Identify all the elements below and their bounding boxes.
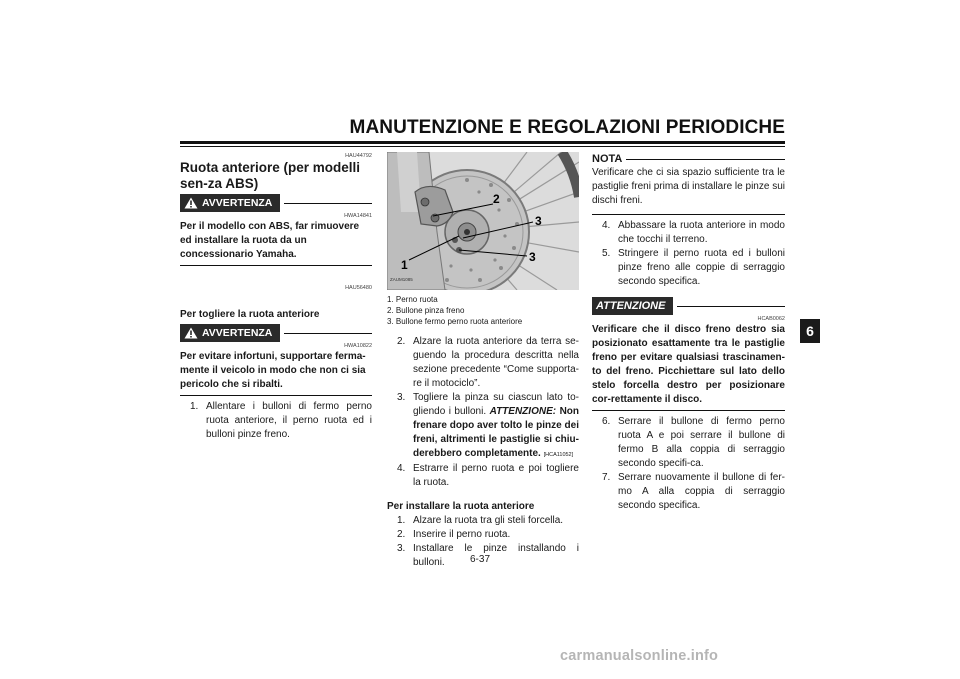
step-text: Serrare nuovamente il bullone di fer-mo A alla coppia di serraggio secondo specifica. xyxy=(618,472,785,511)
nota-label: NOTA xyxy=(592,153,623,165)
step-text: Inserire il perno ruota. xyxy=(413,529,511,540)
caption-line: 3. Bullone fermo perno ruota anteriore xyxy=(387,317,523,326)
step-text: Installare le pinze installando i bulloni. xyxy=(413,543,579,568)
photo-code: ZAUM1085 xyxy=(390,277,413,282)
attenzione-end-rule xyxy=(592,410,785,411)
wheel-photo xyxy=(387,152,579,290)
warning-triangle-icon xyxy=(184,197,198,209)
section-title: Ruota anteriore (per modelli sen-za ABS) xyxy=(180,160,361,191)
step-number: 7. xyxy=(602,472,611,483)
nota-end-rule xyxy=(592,214,785,215)
reference-code: [HCA11052] xyxy=(543,452,574,458)
header-rule-thin xyxy=(180,146,785,147)
page-number: 6-37 xyxy=(469,554,490,565)
photo-caption xyxy=(387,294,579,327)
nota-text: Verificare che ci sia spazio sufficiente tra le pastiglie freni prima di installare le pinze sui dischi freni. xyxy=(592,167,785,206)
attenzione-inline: ATTENZIONE: xyxy=(489,406,557,417)
warning-label xyxy=(180,194,280,212)
step-number: 3. xyxy=(397,392,406,403)
callout-3b: 3 xyxy=(529,250,536,264)
warning-label xyxy=(180,324,280,342)
warning-triangle-icon xyxy=(184,327,198,339)
step-number: 6. xyxy=(602,416,611,427)
list-item xyxy=(592,247,785,289)
step-text: Abbassare la ruota anteriore in modo che tocchi il terreno. xyxy=(618,220,785,245)
column-middle xyxy=(387,152,579,570)
caption-line: 1. Perno ruota xyxy=(387,295,438,304)
warning-end-rule xyxy=(180,395,372,396)
warning-label-text: AVVERTENZA xyxy=(202,197,273,209)
page-header-title: MANUTENZIONE E REGOLAZIONI PERIODICHE xyxy=(349,117,785,138)
list-item xyxy=(387,391,579,462)
step-number: 1. xyxy=(190,401,199,412)
step-text: Alzare la ruota tra gli steli forcella. xyxy=(413,515,564,526)
warning-end-rule xyxy=(180,265,372,266)
list-item xyxy=(592,219,785,247)
caption-line: 2. Bullone pinza freno xyxy=(387,306,465,315)
step-text: Serrare il bullone di fermo perno ruota A e poi serrare il bullone di fermo B alla coppia di serraggio secondo specifi-ca. xyxy=(618,416,785,469)
list-item xyxy=(180,400,372,442)
callout-3a: 3 xyxy=(535,214,542,228)
callout-1: 1 xyxy=(401,258,408,272)
reference-code: HWA10822 xyxy=(344,343,372,349)
warning-rule xyxy=(284,203,372,204)
list-item xyxy=(387,462,579,490)
chapter-tab[interactable]: 6 xyxy=(800,319,820,343)
attenzione-text: Verificare che il disco freno destro sia posizionato esattamente tra le pastiglie freno per evitare qualsiasi trascinamen-to del freno. Picchiettare sul lato dello stelo forcella destro per posizionare cor-rettamente il disco. xyxy=(592,324,785,405)
step-number: 2. xyxy=(397,529,406,540)
header-rule xyxy=(180,141,785,144)
reference-code: HCAB0062 xyxy=(757,316,785,322)
step-number: 3. xyxy=(397,543,406,554)
warning-header xyxy=(180,194,372,212)
step-text: Stringere il perno ruota ed i bulloni pinze freno alle coppie di serraggio secondo specifica. xyxy=(618,248,785,287)
step-number: 4. xyxy=(602,220,611,231)
warning-label-text: AVVERTENZA xyxy=(202,327,273,339)
attenzione-header xyxy=(592,297,785,315)
list-item xyxy=(592,415,785,471)
list-item xyxy=(592,471,785,513)
nota-rule xyxy=(626,159,785,160)
step-number: 4. xyxy=(397,463,406,474)
reference-code: HWA14841 xyxy=(344,213,372,219)
column-right xyxy=(592,152,785,513)
step-number: 1. xyxy=(397,515,406,526)
subheading-install: Per installare la ruota anteriore xyxy=(387,501,535,512)
column-left xyxy=(180,152,372,442)
step-text: Estrarre il perno ruota e poi togliere la ruota. xyxy=(413,463,579,488)
warning-text: Per evitare infortuni, supportare ferma-mente il veicolo in modo che non ci sia pericolo che si ribalti. xyxy=(180,351,366,390)
subheading-remove: Per togliere la ruota anteriore xyxy=(180,309,320,320)
attenzione-rule xyxy=(677,306,785,307)
step-number: 5. xyxy=(602,248,611,259)
step-number: 2. xyxy=(397,336,406,347)
warning-header xyxy=(180,324,372,342)
step-text-plain: Togliere la pinza su ciascun lato to-gliendo i bulloni. xyxy=(413,392,579,417)
attenzione-label: ATTENZIONE xyxy=(592,297,673,315)
callout-2: 2 xyxy=(493,192,500,206)
reference-code: HAU44792 xyxy=(345,153,372,159)
list-item xyxy=(387,514,579,528)
step-text: Alzare la ruota anteriore da terra se-guendo la procedura descritta nella sezione precedente “Come supporta-re il motociclo”. xyxy=(413,336,579,389)
front-wheel-illustration xyxy=(387,152,579,290)
list-item xyxy=(387,528,579,542)
nota-header xyxy=(592,152,785,166)
attenzione-inline-text: Non frenare dopo aver tolto le pinze dei freni, altrimenti le pastiglie si chiu-derebbero completamente. xyxy=(413,406,580,459)
list-item xyxy=(387,335,579,391)
step-text xyxy=(413,391,579,462)
warning-text: Per il modello con ABS, far rimuovere ed installare la ruota da un concessionario Yamaha. xyxy=(180,221,360,260)
warning-rule xyxy=(284,333,372,334)
reference-code: HAU56480 xyxy=(345,285,372,291)
watermark: carmanualsonline.info xyxy=(560,648,719,664)
step-text: Allentare i bulloni di fermo perno ruota anteriore, il perno ruota ed i bulloni pinze freno. xyxy=(206,401,372,440)
